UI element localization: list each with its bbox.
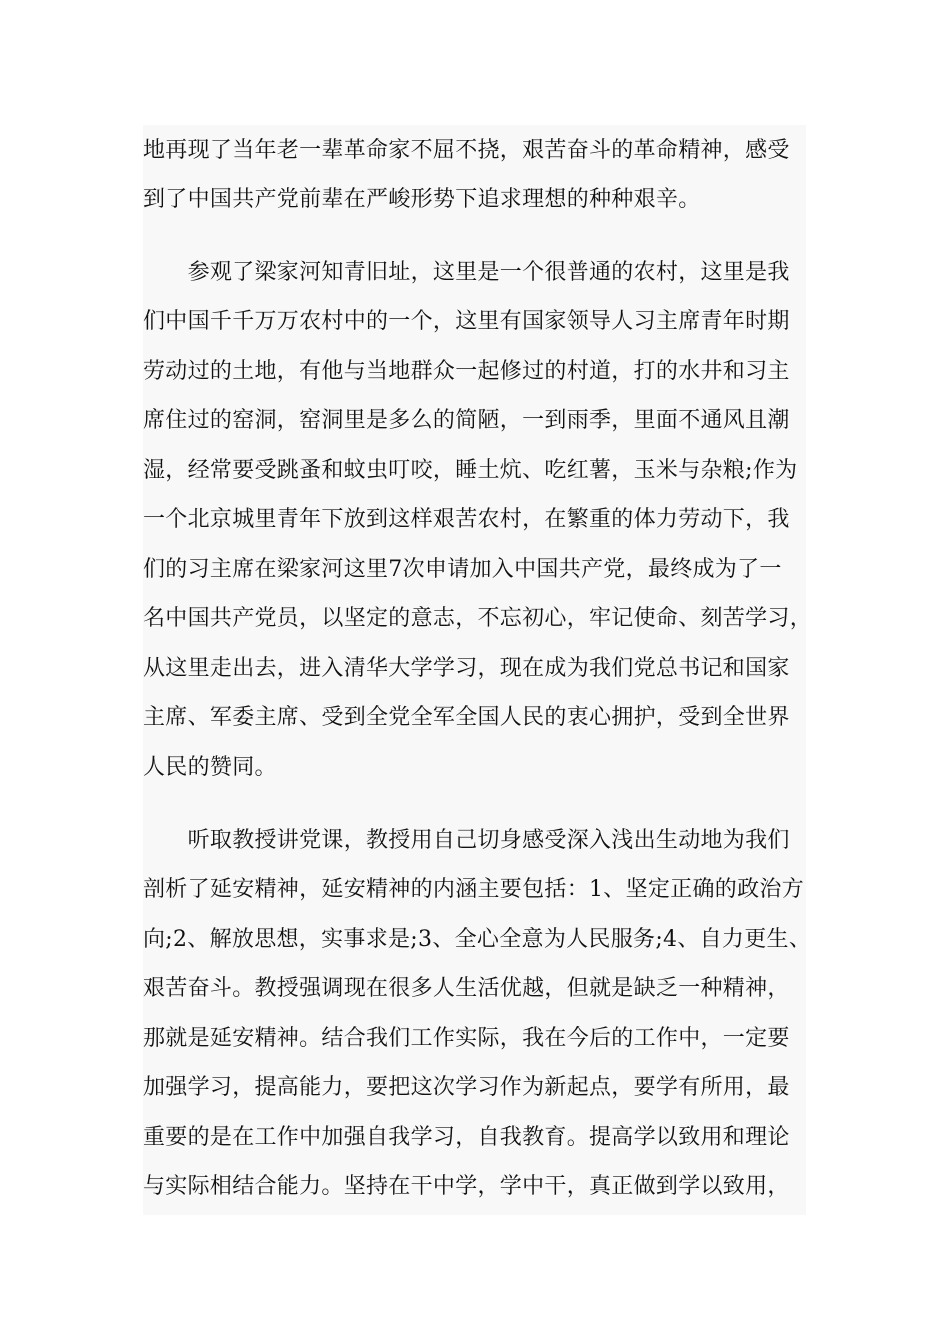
- text-line: 从这里走出去，进入清华大学学习，现在成为我们党总书记和国家: [143, 656, 790, 681]
- text-line: 与实际相结合能力。坚持在干中学，学中干，真正做到学以致用，: [143, 1174, 790, 1199]
- text-line: 名中国共产党员，以坚定的意志，不忘初心，牢记使命、刻苦学习，: [143, 606, 813, 631]
- text-line: 艰苦奋斗。教授强调现在很多人生活优越，但就是缺乏一种精神，: [143, 976, 790, 1001]
- text-line: 剖析了延安精神，延安精神的内涵主要包括：1、坚定正确的政治方: [143, 877, 804, 902]
- text-line: 席住过的窑洞，窑洞里是多么的简陋，一到雨季，里面不通风且潮: [143, 408, 790, 433]
- text-line: 参观了梁家河知青旧址，这里是一个很普通的农村，这里是我: [143, 260, 790, 285]
- text-line: 人民的赞同。: [143, 755, 277, 780]
- text-line: 们的习主席在梁家河这里7次申请加入中国共产党，最终成为了一: [143, 557, 782, 582]
- text-line: 地再现了当年老一辈革命家不屈不挠，艰苦奋斗的革命精神，感受: [143, 138, 790, 163]
- text-line: 重要的是在工作中加强自我学习，自我教育。提高学以致用和理论: [143, 1125, 790, 1150]
- text-line: 一个北京城里青年下放到这样艰苦农村，在繁重的体力劳动下，我: [143, 507, 790, 532]
- text-line: 那就是延安精神。结合我们工作实际，我在今后的工作中，一定要: [143, 1026, 790, 1051]
- text-line: 们中国千千万万农村中的一个，这里有国家领导人习主席青年时期: [143, 309, 790, 334]
- text-line: 湿，经常要受跳蚤和蚊虫叮咬，睡土炕、吃红薯，玉米与杂粮;作为: [143, 458, 798, 483]
- text-line: 听取教授讲党课，教授用自己切身感受深入浅出生动地为我们: [143, 828, 790, 853]
- text-line: 主席、军委主席、受到全党全军全国人民的衷心拥护，受到全世界: [143, 705, 790, 730]
- text-line: 向;2、解放思想，实事求是;3、全心全意为人民服务;4、自力更生、: [143, 927, 812, 952]
- text-line: 加强学习，提高能力，要把这次学习作为新起点，要学有所用，最: [143, 1075, 790, 1100]
- text-line: 劳动过的土地，有他与当地群众一起修过的村道，打的水井和习主: [143, 359, 790, 384]
- text-line: 到了中国共产党前辈在严峻形势下追求理想的种种艰辛。: [143, 187, 701, 212]
